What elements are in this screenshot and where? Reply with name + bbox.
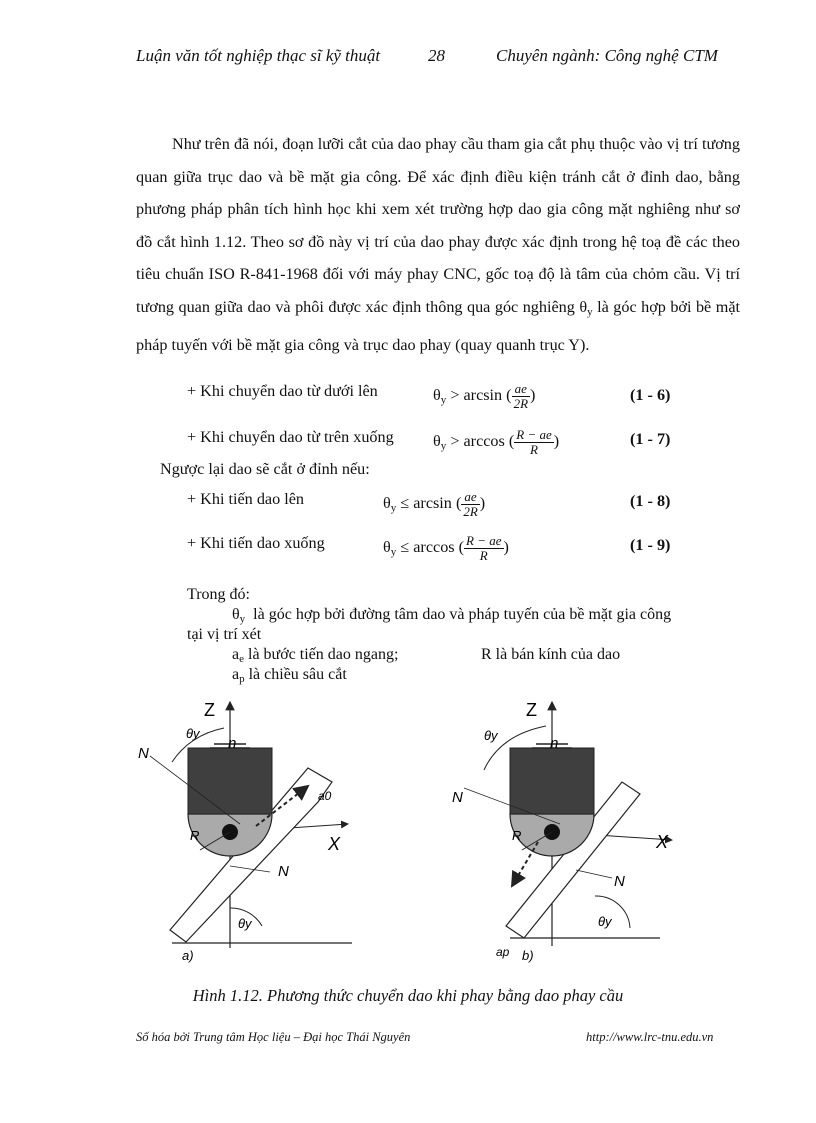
legend-theta: $\theta_y$ là góc hợp bởi đường tâm dao và pháp tuyến của bề mặt gia công (232, 606, 672, 625)
z-label-b: Z (526, 700, 537, 720)
eq-tag: (1 - 7) (630, 430, 671, 448)
tool-shank-a (188, 748, 272, 814)
footer-right[interactable]: http://www.lrc-tnu.edu.vn (586, 1030, 714, 1044)
eq-tag: (1 - 6) (630, 386, 671, 404)
theta-sub: y (587, 305, 593, 318)
fraction: $\frac{R - ae}{R}$ (516, 427, 552, 457)
theta-label-b2: θy (598, 914, 612, 929)
fraction: $\frac{R - ae}{R}$ (466, 533, 502, 563)
part-a-label: a) (182, 948, 194, 963)
legend-ap: $a_p$ là chiều sâu cắt (232, 666, 347, 685)
r-label-b: R (512, 828, 522, 843)
eq-label: + Khi tiến dao lên (187, 490, 305, 508)
part-b-label: b) (522, 948, 534, 963)
figure-part-a (138, 700, 352, 963)
equation-1-9: + Khi tiến dao xuống $\theta_y \le \arccos$ ( $\frac{R - ae}{R}$ ) (187, 533, 509, 563)
paragraph-text: Như trên đã nói, đoạn lưỡi cắt của dao phay cầu tham gia cắt phụ thuộc vào vị trí tương quan giữa trục dao và bề mặt gia công. Để xác định điều kiện tránh cắt ở đỉnh dao, bằng phương pháp phân tích hình học khi xem xét trường hợp dao gia công mặt nghiêng như sơ đồ cắt hình 1.12. Theo sơ đồ này vị trí của dao phay được xác định trong hệ toạ đề các theo tiêu chuẩn ISO R-841-1968 đối với máy phay CNC, gốc toạ độ là tâm của chỏm cầu. Vị trí tương quan giữa dao và phôi được xác định thông qua góc nghiêng (136, 135, 740, 316)
fraction: $\frac{ae}{2R}$ (463, 489, 478, 519)
legend-theta-cont: tại vị trí xét (187, 626, 262, 643)
legend-ae: $a_e$ là bước tiến dao ngang; (232, 646, 399, 665)
r-label-a: R (190, 828, 200, 843)
theta-label-a1: θy (186, 726, 200, 741)
n-tool-label-a: n (228, 735, 237, 752)
theta-label-a2: θy (238, 916, 252, 931)
eq-label: + Khi chuyển dao từ trên xuống (187, 428, 394, 446)
footer-left: Số hóa bởi Trung tâm Học liệu – Đại học Thái Nguyên (136, 1030, 411, 1044)
theta-symbol: θ (579, 297, 588, 316)
page-number: 28 (428, 46, 445, 65)
paragraph-end: là góc hợp bởi bề mặt pháp tuyến với bề mặt gia công và trục dao phay (quay quanh trục Y). (136, 297, 741, 354)
equation-1-6: + Khi chuyển dao từ dưới lên $\theta_y > \arcsin$ ( $\frac{ae}{2R}$ ) (187, 381, 536, 411)
body-paragraph (136, 128, 740, 361)
a0-label-a: a0 (318, 789, 332, 803)
ap-label-b: ap (496, 945, 510, 959)
figure-part-b (452, 700, 672, 963)
x-label-a: X (328, 834, 341, 854)
n-tool-label-b: n (550, 735, 559, 752)
n-lower-label-b: N (614, 873, 625, 890)
legend-r: R là bán kính của dao (481, 646, 621, 663)
figure-caption: Hình 1.12. Phương thức chuyển dao khi phay bằng dao phay cầu (192, 986, 624, 1005)
n-lower-label-a: N (278, 863, 289, 880)
x-label-b: X (656, 832, 669, 852)
converse-line: Ngược lại dao sẽ cắt ở đỉnh nếu: (160, 460, 370, 478)
equation-1-8: + Khi tiến dao lên $\theta_y \le \arcsin$ ( $\frac{ae}{2R}$ ) (187, 489, 486, 519)
header-right: Chuyên ngành: Công nghệ CTM (496, 46, 718, 65)
header-left: Luận văn tốt nghiệp thạc sĩ kỹ thuật (136, 46, 381, 65)
equation-1-7: + Khi chuyển dao từ trên xuống $\theta_y > \arccos$ ( $\frac{R - ae}{R}$ ) (187, 427, 560, 457)
n-upper-label-b: N (452, 789, 463, 806)
milling-figure (120, 690, 700, 975)
eq-tag: (1 - 8) (630, 492, 671, 510)
fraction: $\frac{ae}{2R}$ (513, 381, 529, 411)
z-label-a: Z (204, 700, 215, 720)
theta-label-b1: θy (484, 728, 498, 743)
n-upper-label-a: N (138, 745, 149, 762)
tool-shank-b (510, 748, 594, 814)
eq-label: + Khi chuyển dao từ dưới lên (187, 382, 378, 400)
eq-label: + Khi tiến dao xuống (187, 534, 325, 552)
eq-tag: (1 - 9) (630, 536, 671, 554)
legend-intro: Trong đó: (187, 586, 250, 603)
